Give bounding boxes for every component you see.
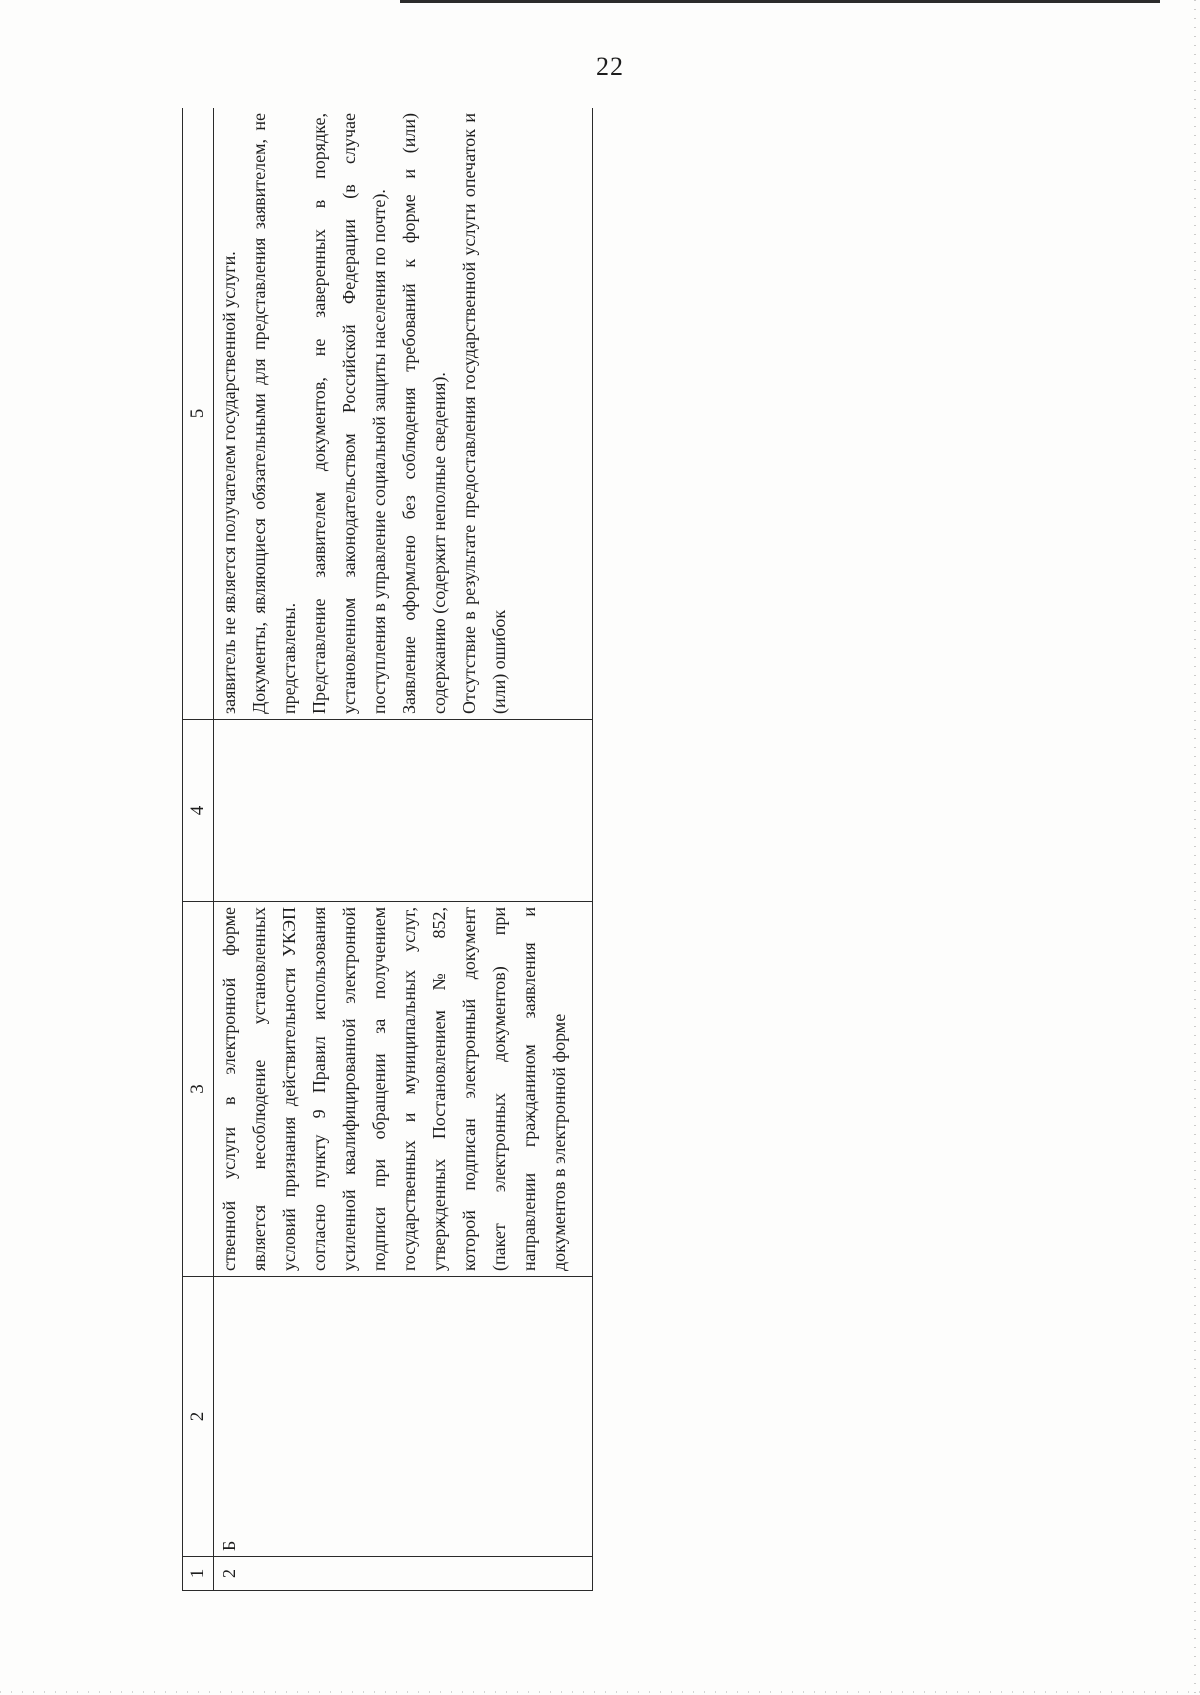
header-cell-3: 3 xyxy=(183,902,214,1277)
requirements-table xyxy=(182,108,593,1591)
reason-paragraph: заявитель не является получателем государственной услуги. xyxy=(219,251,239,714)
header-cell-5: 5 xyxy=(183,108,214,720)
reason-paragraph: Заявление оформлено без соблюдения требований к форме и (или) содержанию (содержит неполные сведения). xyxy=(399,113,449,714)
table-row xyxy=(214,108,593,1591)
reason-paragraph: Отсутствие в результате предоставления государственной услуги опечаток и (или) ошибок xyxy=(459,113,509,714)
top-edge-rule xyxy=(400,0,1160,3)
reason-paragraph: Представление заявителем документов, не заверенных в порядке, установленном законодательством Российской Федерации (в случае поступления в управление социальной защиты населения по почте). xyxy=(309,113,389,714)
header-cell-2: 2 xyxy=(183,1277,214,1557)
header-cell-4: 4 xyxy=(183,720,214,902)
code-cell xyxy=(214,1277,593,1557)
reason-paragraph: Документы, являющиеся обязательными для представления заявителем, не представлены. xyxy=(249,113,299,714)
scan-edge-noise xyxy=(1194,0,1196,1695)
code-value: Б xyxy=(219,1540,239,1551)
row-number-cell: 2 xyxy=(214,1557,593,1591)
scan-bottom-noise xyxy=(0,1691,1200,1693)
grounds-cell: ственной услуги в электронной форме является несоблюдение установленных условий признания действительности УКЭП согласно пункту 9 Правил использования усиленной квалифицированной электронной подписи при обращении за получением государственных и муниципальных услуг, утвержденных Постановлением № 852, которой подписан электронный документ (пакет электронных документов) при направлении гражданином заявления и документов в электронной форме xyxy=(214,902,593,1277)
rotated-table-container xyxy=(182,108,593,1591)
table-header-row xyxy=(183,108,214,1591)
refusal-reasons-cell xyxy=(214,108,593,720)
header-cell-1: 1 xyxy=(183,1557,214,1591)
empty-cell xyxy=(214,720,593,902)
page-number: 22 xyxy=(596,52,624,81)
